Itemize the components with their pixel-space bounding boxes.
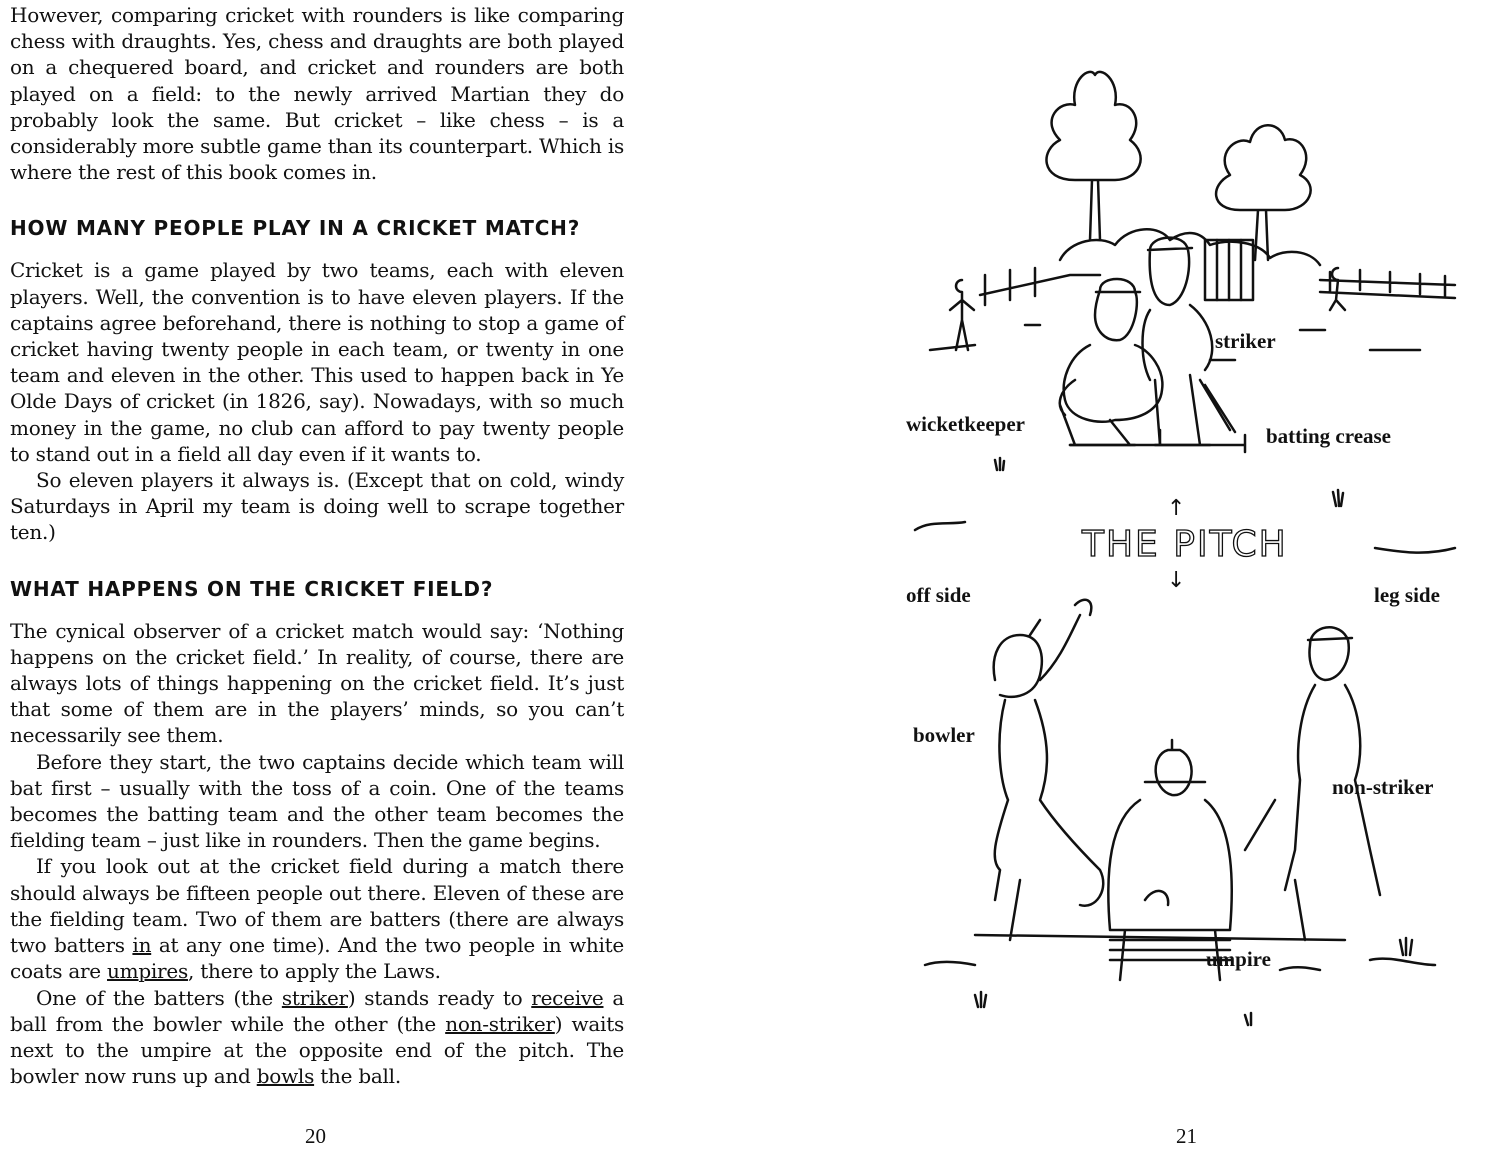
paragraph-6 bbox=[10, 853, 624, 984]
term-non-striker: non-striker bbox=[445, 1011, 555, 1036]
label-off-side: off side bbox=[906, 583, 971, 607]
p6-text-e: , there to apply the Laws. bbox=[187, 959, 441, 984]
sightscreen-lines bbox=[1217, 240, 1241, 300]
left-page bbox=[0, 0, 640, 1154]
heading-how-many-people: HOW MANY PEOPLE PLAY IN A CRICKET MATCH? bbox=[10, 216, 581, 241]
label-leg-side: leg side bbox=[1374, 583, 1440, 607]
p6-text-a: If you look out at the cricket field during a match there should always be fifteen people out there. Eleven of these are the fielding team. Two of them are batters (there are always two batters bbox=[10, 854, 624, 958]
label-striker: striker bbox=[1215, 329, 1276, 353]
p7-text-a: One of the batters (the bbox=[36, 985, 282, 1010]
grass-tuft-2 bbox=[1333, 490, 1343, 506]
bowler-figure bbox=[994, 600, 1104, 906]
label-wicketkeeper: wicketkeeper bbox=[906, 412, 1025, 436]
p7-text-c: ) stands ready to bbox=[347, 985, 532, 1010]
p7-text-g: ) waits next to the umpire at the opposite end of the pitch. The bowler now runs up and bbox=[10, 1011, 624, 1089]
distant-fielder-right bbox=[1330, 268, 1345, 310]
p6-text-c: at any one time). And the two people in white coats are bbox=[10, 933, 625, 984]
arrow-down-icon: ↓ bbox=[1167, 568, 1186, 593]
heading-what-happens: WHAT HAPPENS ON THE CRICKET FIELD? bbox=[10, 576, 494, 601]
paragraph-3: So eleven players it always is. (Except that on cold, windy Saturdays in April my team is doing well to scrape together ten.) bbox=[10, 468, 624, 545]
term-in: in bbox=[132, 933, 152, 958]
paragraph-2: Cricket is a game played by two teams, each with eleven players. Well, the convention is to have eleven players. If the captains agree beforehand, there is nothing to stop a game of cricket having twenty people in each team, or twenty in one team and eleven in the other. This used to happen back in Ye Olde Days of cricket (in 1826, say). Nowadays, with so much money in the game, no club can afford to pay twenty people to stand out in a field all day even if it wants to. bbox=[10, 258, 624, 466]
label-bowler: bowler bbox=[913, 723, 975, 747]
tree-left bbox=[1046, 72, 1140, 240]
p7-text-i: the ball. bbox=[314, 1064, 401, 1089]
batting-crease-line bbox=[1070, 430, 1245, 452]
label-umpire: umpire bbox=[1206, 947, 1271, 971]
paragraph-7 bbox=[10, 985, 624, 1090]
p7-text-e: a ball from the bowler while the other (the bbox=[10, 985, 625, 1036]
body-text bbox=[10, 2, 624, 1089]
wicketkeeper-figure bbox=[1060, 279, 1163, 445]
right-page bbox=[760, 0, 1500, 1154]
ground-mark-left-mid bbox=[915, 522, 965, 530]
grass-tuft-1 bbox=[995, 458, 1004, 470]
ground-mark-right-mid bbox=[1375, 548, 1455, 553]
paragraph-1: However, comparing cricket with rounders is like comparing chess with draughts. Yes, chess and draughts are both played on a chequered board, and cricket and rounders are both played on a field: to the newly arrived Martian they do probably look the same. But cricket – like chess – is a considerably more subtle game than its counterpart. Which is where the rest of this book comes in. bbox=[10, 3, 624, 185]
umpire-figure bbox=[1108, 740, 1231, 980]
page-number-right: 21 bbox=[1176, 1124, 1197, 1148]
paragraph-4: The cynical observer of a cricket match would say: ‘Nothing happens on the cricket field.’ In reality, of course, there are always lots of things happening on the cricket field. It’s just that some of them are in the players’ minds, so you can’t necessarily see them. bbox=[10, 618, 624, 748]
label-batting-crease: batting crease bbox=[1266, 424, 1392, 448]
ground-marks-top bbox=[930, 325, 1420, 360]
term-striker: striker bbox=[281, 985, 348, 1010]
arrow-up-icon: ↑ bbox=[1167, 496, 1186, 521]
term-umpires: umpires bbox=[107, 959, 188, 984]
distant-fielder-left bbox=[950, 280, 974, 350]
label-non-striker: non-striker bbox=[1332, 775, 1434, 799]
term-bowls: bowls bbox=[256, 1064, 315, 1089]
pitch-title: THE PITCH bbox=[1082, 524, 1288, 565]
page-number-left: 20 bbox=[305, 1124, 326, 1148]
paragraph-5: Before they start, the two captains decide which team will bat first – usually with the toss of a coin. One of the teams becomes the batting team and the other team becomes the fielding team – just like in rounders. Then the game begins. bbox=[10, 749, 624, 853]
non-striker-figure bbox=[1245, 627, 1380, 895]
term-receive: receive bbox=[531, 985, 604, 1010]
